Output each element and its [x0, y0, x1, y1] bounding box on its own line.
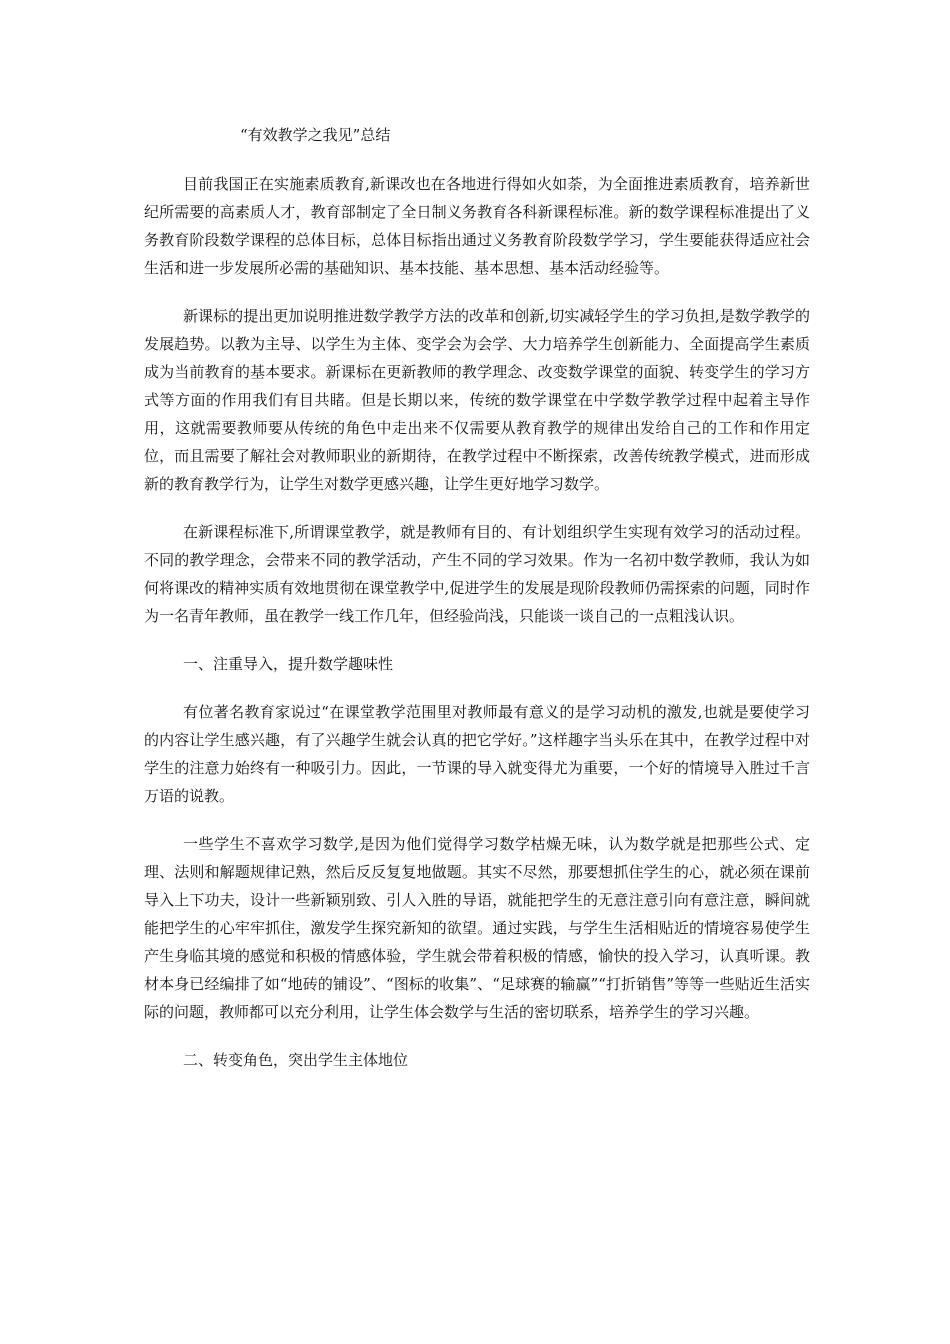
section-heading-2: 二、转变角色，突出学生主体地位 [183, 1051, 409, 1069]
paragraph-intro: 目前我国正在实施素质教育,新课改也在各地进行得如火如荼，为全面推进素质教育，培养新世纪所需要的高素质人才，教育部制定了全日制义务教育各科新课程标准。新的数学课程标准提出了义务教育阶段数学课程的总体目标，总体目标指出通过义务教育阶段数学学习，学生要能获得适应社会生活和进一步发展所必需的基础知识、基本技能、基本思想、基本活动经验等。 [144, 175, 810, 277]
paragraph-new-curriculum: 新课标的提出更加说明推进数学教学方法的改革和创新,切实减轻学生的学习负担,是数学教学的发展趋势。以教为主导、以学生为主体、变学会为会学、大力培养学生创新能力、全面提高学生素质成为当前教育的基本要求。新课标在更新教师的教学理念、改变数学课堂的面貌、转变学生的学习方式等方面的作用我们有目共睹。但是长期以来，传统的数学课堂在中学数学教学过程中起着主导作用，这就需要教师要从传统的角色中走出来不仅需要从教育教学的规律出发给自己的工作和作用定位，而且需要了解社会对教师职业的新期待，在教学过程中不断探索，改善传统教学模式，进而形成新的教育教学行为，让学生对数学更感兴趣，让学生更好地学习数学。 [144, 307, 810, 493]
paragraph-classroom-teaching: 在新课程标准下,所谓课堂教学，就是教师有目的、有计划组织学生实现有效学习的活动过程。不同的教学理念，会带来不同的教学活动，产生不同的学习效果。作为一名初中数学教师，我认为如何将课改的精神实质有效地贯彻在课堂教学中,促进学生的发展是现阶段教师仍需探索的问题，同时作为一名青年教师，虽在教学一线工作几年，但经验尚浅，只能谈一谈自己的一点粗浅认识。 [144, 523, 810, 625]
document-title-text: “有效教学之我见”总结 [240, 126, 391, 144]
section-heading-1: 一、注重导入，提升数学趣味性 [183, 655, 394, 673]
paragraph-motivation: 有位著名教育家说过“在课堂教学范围里对教师最有意义的是学习动机的激发,也就是要使学习的内容让学生感兴趣，有了兴趣学生就会认真的把它学好。”这样趣字当头乐在其中，在教学过程中对学生的注意力始终有一种吸引力。因此，一节课的导入就变得尤为重要，一个好的情境导入胜过千言万语的说教。 [144, 703, 810, 805]
document-body [144, 170, 810, 1094]
paragraph-introduction-design: 一些学生不喜欢学习数学,是因为他们觉得学习数学枯燥无味，认为数学就是把那些公式、定理、法则和解题规律记熟，然后反反复复地做题。其实不尽然，那要想抓住学生的心，就必须在课前导入上下功夫，设计一些新颖别致、引人入胜的导语，就能把学生的无意注意引向有意注意，瞬间就能把学生的心牢牢抓住，激发学生探究新知的欲望。通过实践，与学生生活相贴近的情境容易使学生产生身临其境的感觉和积极的情感体验，学生就会带着积极的情感，愉快的投入学习，认真听课。教材本身已经编排了如“地砖的铺设”、“图标的收集”、“足球赛的输赢”“打折销售”等等一些贴近生活实际的问题，教师都可以充分利用，让学生体会数学与生活的密切联系，培养学生的学习兴趣。 [144, 835, 810, 1021]
